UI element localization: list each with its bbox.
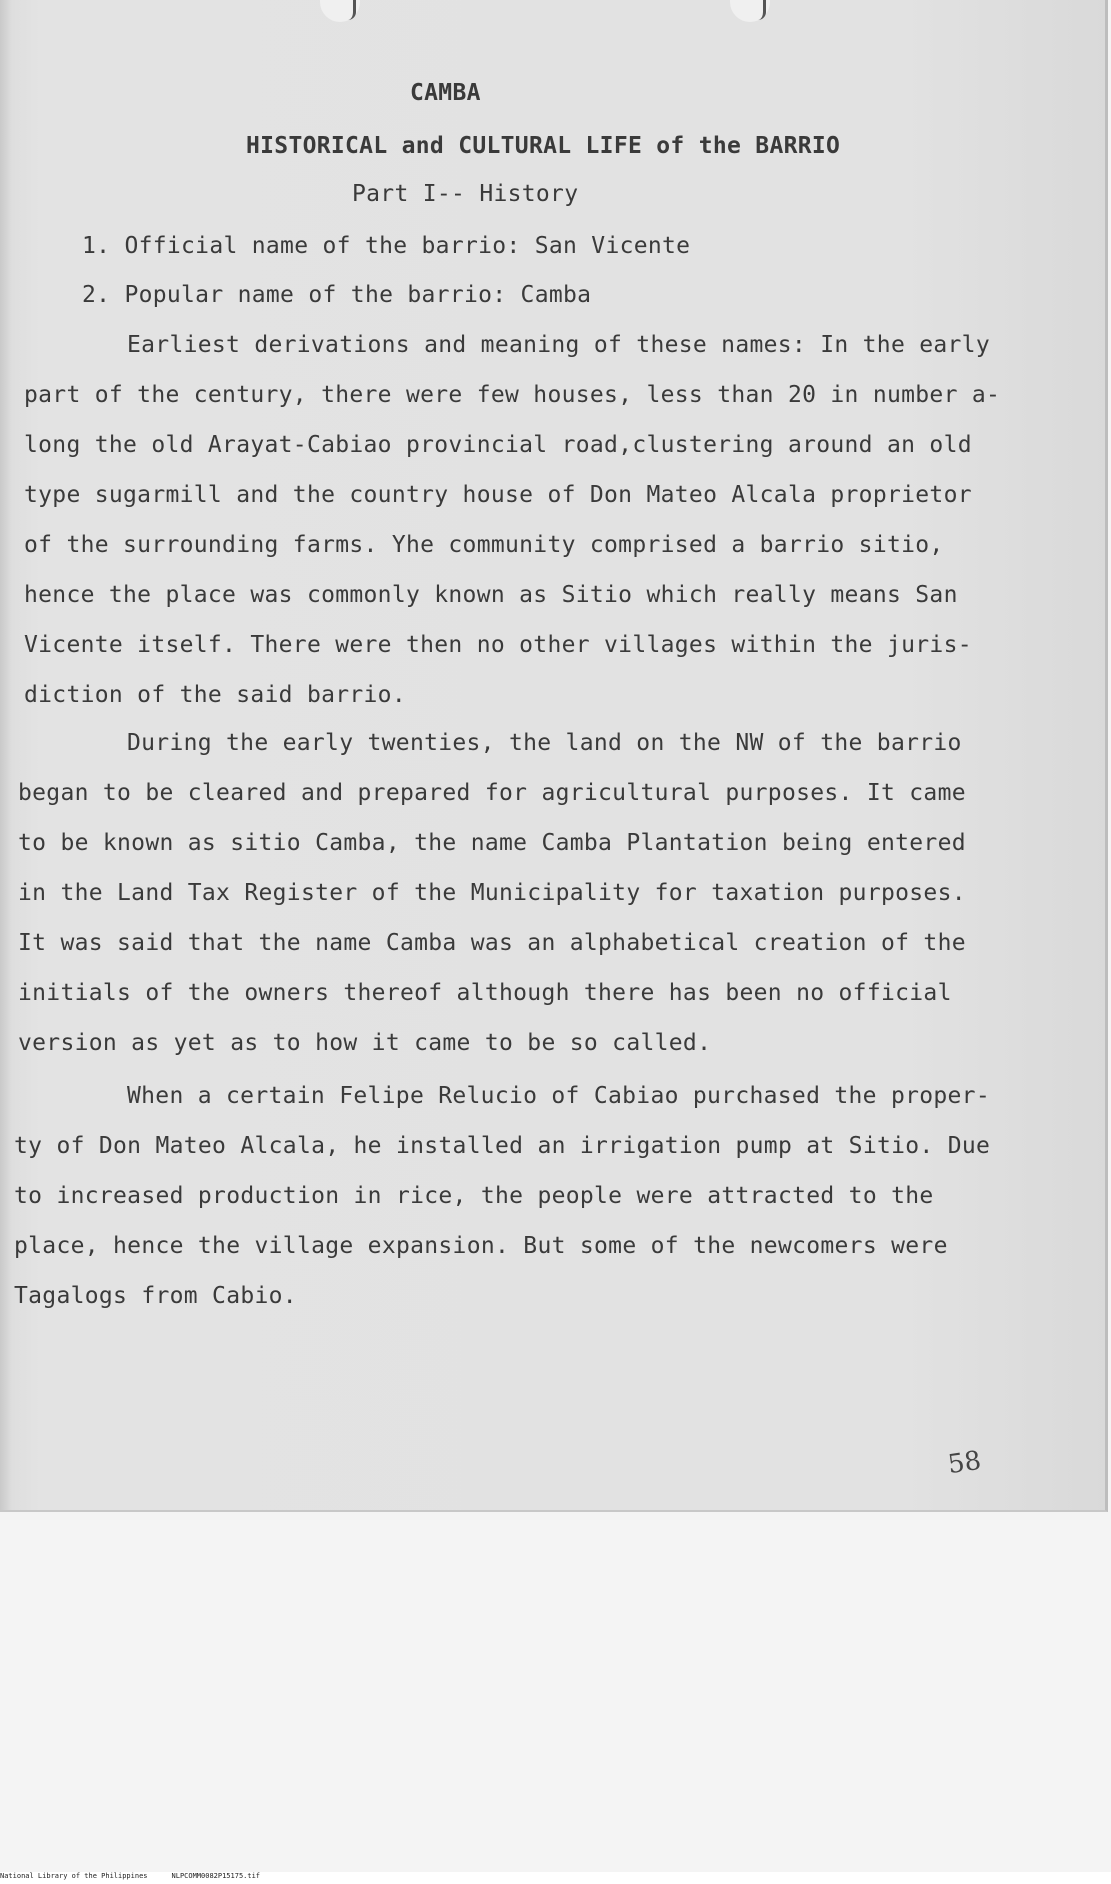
text-line: hence the place was commonly known as Sitio which really means San: [24, 582, 958, 608]
text-line: in the Land Tax Register of the Municipality for taxation purposes.: [18, 880, 966, 906]
text-line: to be known as sitio Camba, the name Camba Plantation being entered: [18, 830, 966, 856]
scan-footer: [0, 1872, 1111, 1884]
library-credit: National Library of the Philippines: [0, 1872, 148, 1880]
paragraph-derivations: [0, 332, 1001, 708]
text-line: diction of the said barrio.: [24, 682, 406, 708]
file-identifier: NLPCOMM0082P15175.tif: [171, 1872, 261, 1880]
text-line: During the early twenties, the land on the NW of the barrio: [127, 730, 962, 756]
handwritten-page-number: 58: [946, 1445, 984, 1481]
popular-name-item: 2. Popular name of the barrio: Camba: [82, 282, 592, 308]
text-line: of the surrounding farms. Yhe community comprised a barrio sitio,: [24, 532, 944, 558]
text-line: long the old Arayat-Cabiao provincial road,clustering around an old: [24, 432, 972, 458]
binder-hole-right: [730, 0, 770, 22]
text-line: to increased production in rice, the people were attracted to the: [14, 1183, 934, 1209]
paragraph-camba-origin: [0, 730, 966, 1056]
text-line: began to be cleared and prepared for agricultural purposes. It came: [18, 780, 966, 806]
document-heading: CAMBA: [410, 80, 481, 106]
binder-hole-left: [320, 0, 360, 22]
text-line: version as yet as to how it came to be so called.: [18, 1030, 712, 1056]
text-line: Tagalogs from Cabio.: [14, 1283, 297, 1309]
part-title: Part I-- History: [352, 181, 579, 207]
paragraph-relucio: [0, 1083, 991, 1309]
text-line: ty of Don Mateo Alcala, he installed an irrigation pump at Sitio. Due: [14, 1133, 991, 1159]
official-name-item: 1. Official name of the barrio: San Vicente: [82, 233, 691, 259]
document-subheading: HISTORICAL and CULTURAL LIFE of the BARRIO: [246, 133, 841, 159]
text-line: Earliest derivations and meaning of these names: In the early: [127, 332, 990, 358]
text-line: Vicente itself. There were then no other villages within the juris-: [24, 632, 972, 658]
text-line: part of the century, there were few houses, less than 20 in number a-: [24, 382, 1001, 408]
text-line: place, hence the village expansion. But some of the newcomers were: [14, 1233, 948, 1259]
text-line: type sugarmill and the country house of Don Mateo Alcala proprietor: [24, 482, 972, 508]
text-line: initials of the owners thereof although there has been no official: [18, 980, 952, 1006]
text-line: It was said that the name Camba was an alphabetical creation of the: [18, 930, 966, 956]
text-line: When a certain Felipe Relucio of Cabiao purchased the proper-: [127, 1083, 990, 1109]
